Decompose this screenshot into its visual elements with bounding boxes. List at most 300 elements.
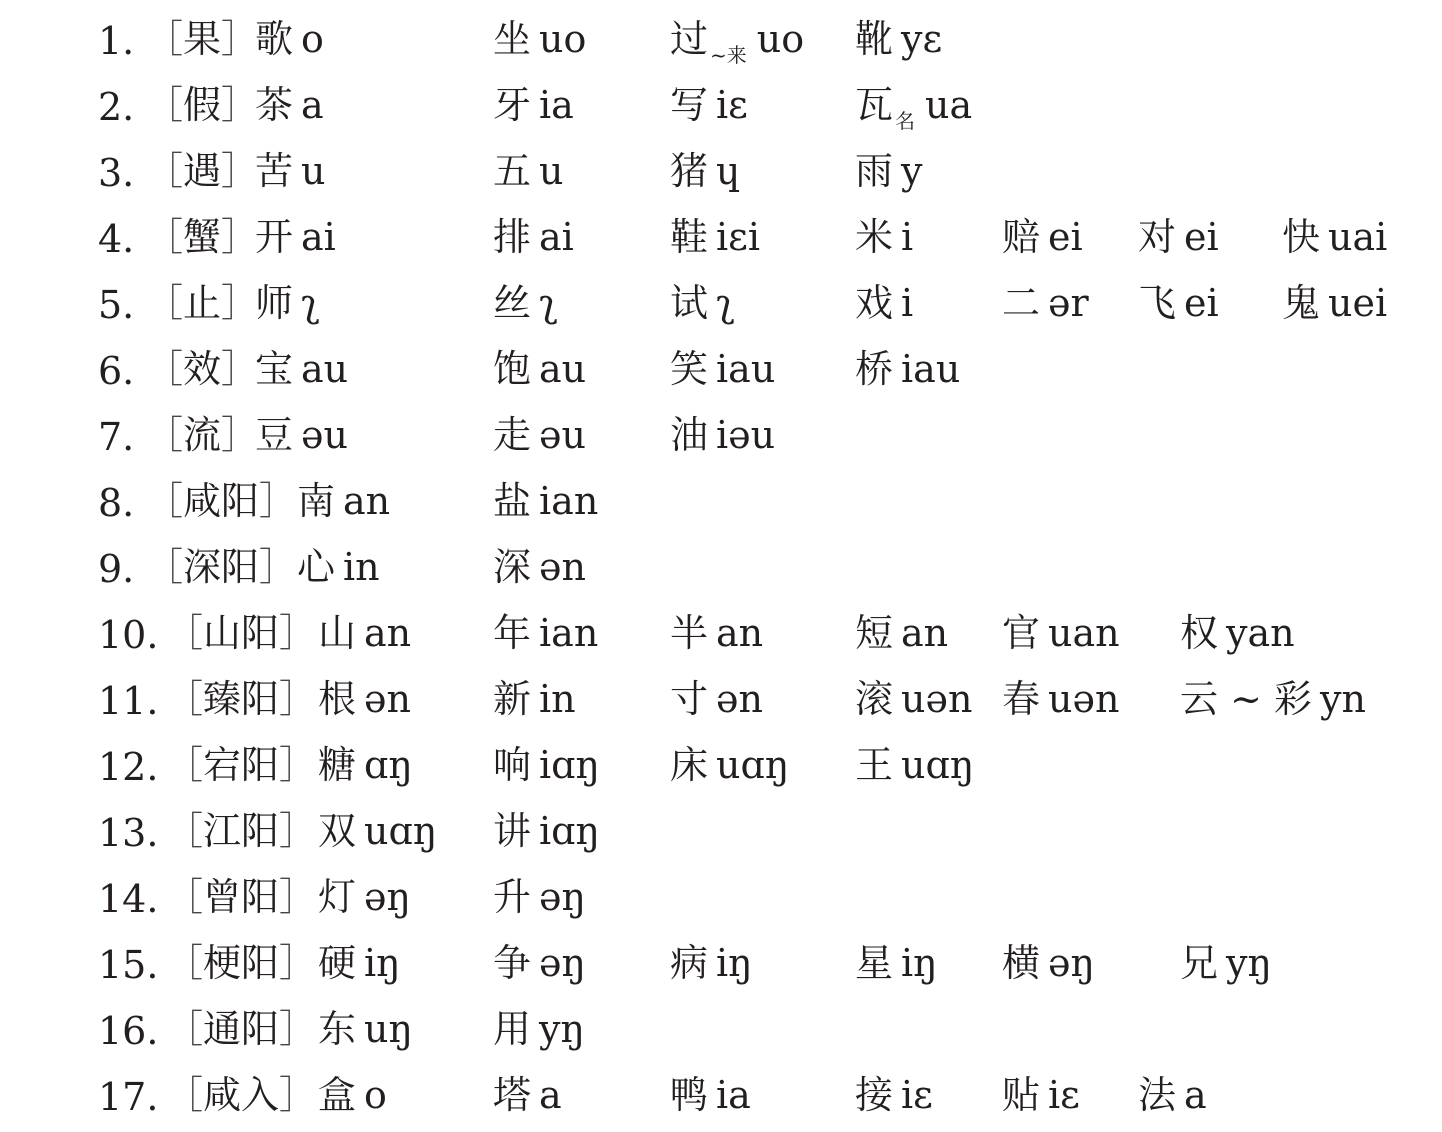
ipa-transcription: ən (716, 677, 763, 721)
example-cell (855, 149, 923, 193)
bracket-close: ］ (279, 809, 318, 853)
list-item (0, 868, 1442, 934)
rhyme-class (165, 743, 318, 787)
example-cell (318, 941, 401, 985)
item-number: 16. (98, 1009, 159, 1053)
example-cell (493, 809, 600, 853)
ipa-transcription: iɛi (716, 215, 761, 259)
example-cell (318, 809, 438, 853)
example-character: 官 (1002, 611, 1041, 655)
ipa-transcription: yn (1320, 677, 1366, 721)
ipa-transcription: əŋ (364, 875, 411, 919)
rhyme-class-name: 效 (183, 347, 222, 391)
list-item (0, 934, 1442, 1000)
example-cell (255, 17, 324, 61)
rhyme-class (145, 281, 260, 325)
bracket-close: ］ (279, 611, 318, 655)
example-character: 短 (855, 611, 894, 655)
ipa-transcription: o (301, 17, 324, 61)
item-number: 6. (98, 349, 135, 393)
example-cell (855, 743, 975, 787)
ipa-transcription: ʅ (301, 281, 320, 325)
rhyme-class (165, 809, 318, 853)
bracket-open: ［ (165, 1073, 204, 1117)
ipa-transcription: a (539, 1073, 562, 1117)
example-cell (855, 17, 943, 61)
bracket-open: ［ (145, 215, 184, 259)
bracket-close: ］ (221, 149, 260, 193)
bracket-open: ［ (145, 545, 184, 589)
ipa-transcription: u (301, 149, 326, 193)
ipa-transcription: u (539, 149, 564, 193)
item-number: 9. (98, 547, 135, 591)
example-cell (1002, 941, 1095, 985)
example-cell (670, 83, 748, 127)
example-cell (855, 215, 914, 259)
example-character: 山 (318, 611, 357, 655)
bracket-close: ］ (221, 347, 260, 391)
ipa-transcription: uan (1048, 611, 1120, 655)
example-cell (855, 281, 914, 325)
example-character: 根 (318, 677, 357, 721)
rhyme-class-name: 流 (183, 413, 222, 457)
item-number: 11. (98, 679, 159, 723)
ipa-transcription: a (1184, 1073, 1207, 1117)
ipa-transcription: ai (539, 215, 574, 259)
example-character: 鞋 (670, 215, 709, 259)
example-cell (493, 347, 587, 391)
example-cell (1180, 941, 1272, 985)
example-character: 争 (493, 941, 532, 985)
example-character: 兄 (1180, 941, 1219, 985)
example-character: 油 (670, 413, 709, 457)
example-cell (855, 677, 973, 721)
list-item (0, 10, 1442, 76)
ipa-transcription: au (301, 347, 349, 391)
item-number: 17. (98, 1075, 159, 1119)
bracket-close: ］ (221, 215, 260, 259)
example-cell (1002, 215, 1083, 259)
rhyme-class (145, 215, 260, 259)
ipa-transcription: iŋ (901, 941, 938, 985)
example-character: 法 (1138, 1073, 1177, 1117)
example-cell (855, 941, 938, 985)
ipa-transcription: iɛ (1048, 1073, 1080, 1117)
example-character: 鸭 (670, 1073, 709, 1117)
bracket-close: ］ (221, 413, 260, 457)
list-item (0, 604, 1442, 670)
ipa-transcription: uo (539, 17, 587, 61)
item-number: 2. (98, 85, 135, 129)
ipa-transcription: ɥ (716, 149, 741, 193)
rhyme-class (145, 347, 260, 391)
example-cell (493, 413, 586, 457)
example-cell (1282, 281, 1388, 325)
rhyme-class-name: 咸入 (203, 1073, 280, 1117)
rhyme-class-name: 咸阳 (183, 479, 260, 523)
rhyme-class-name: 宕阳 (203, 743, 280, 787)
rhyme-class-name: 深阳 (183, 545, 260, 589)
bracket-open: ［ (165, 875, 204, 919)
bracket-close: ］ (279, 677, 318, 721)
bracket-close: ］ (259, 479, 298, 523)
ipa-transcription: əu (301, 413, 348, 457)
example-cell (493, 215, 574, 259)
example-character: 春 (1002, 677, 1041, 721)
rhyme-class-name: 蟹 (183, 215, 222, 259)
bracket-close: ］ (279, 1073, 318, 1117)
rhyme-class (165, 611, 318, 655)
example-cell (670, 743, 790, 787)
example-character: 写 (670, 83, 709, 127)
example-character: 硬 (318, 941, 357, 985)
bracket-close: ］ (221, 83, 260, 127)
example-character: 云 ~ 彩 (1180, 677, 1312, 721)
example-character: 塔 (493, 1073, 532, 1117)
bracket-close: ］ (221, 281, 260, 325)
example-cell (318, 875, 411, 919)
bracket-close: ］ (259, 545, 298, 589)
ipa-transcription: əŋ (539, 941, 586, 985)
example-character: 走 (493, 413, 532, 457)
example-character: 床 (670, 743, 709, 787)
item-number: 3. (98, 151, 135, 195)
ipa-transcription: iŋ (716, 941, 753, 985)
ipa-transcription: ai (301, 215, 336, 259)
list-item (0, 274, 1442, 340)
ipa-transcription: iɛ (716, 83, 748, 127)
rhyme-class-name: 止 (183, 281, 222, 325)
example-character: 对 (1138, 215, 1177, 259)
ipa-transcription: y (901, 149, 923, 193)
ipa-transcription: uən (901, 677, 973, 721)
example-cell (493, 743, 600, 787)
example-cell (670, 413, 776, 457)
rhyme-class-name: 臻阳 (203, 677, 280, 721)
rhyme-class (145, 149, 260, 193)
example-cell (493, 1073, 562, 1117)
bracket-open: ［ (165, 677, 204, 721)
ipa-transcription: iŋ (364, 941, 401, 985)
ipa-transcription: an (364, 611, 412, 655)
rhyme-class-name: 山阳 (203, 611, 280, 655)
example-cell (1002, 611, 1120, 655)
list-item (0, 538, 1442, 604)
example-character: 盒 (318, 1073, 357, 1117)
example-annotation: ~来 (710, 43, 747, 67)
ipa-transcription: iəu (716, 413, 776, 457)
bracket-close: ］ (279, 875, 318, 919)
example-character: 贴 (1002, 1073, 1041, 1117)
example-cell (255, 83, 324, 127)
example-cell (493, 875, 586, 919)
example-character: 滚 (855, 677, 894, 721)
example-character: 丝 (493, 281, 532, 325)
ipa-transcription: in (539, 677, 576, 721)
rhyme-class (145, 413, 260, 457)
example-cell (670, 677, 763, 721)
example-cell (493, 1007, 585, 1051)
ipa-transcription: uai (1328, 215, 1388, 259)
ipa-transcription: yan (1226, 611, 1295, 655)
rhyme-class (165, 1073, 318, 1117)
item-number: 8. (98, 481, 135, 525)
item-number: 12. (98, 745, 159, 789)
ipa-transcription: ən (539, 545, 586, 589)
example-character: 南 (297, 479, 336, 523)
example-cell (1138, 1073, 1207, 1117)
example-cell (493, 941, 586, 985)
ipa-transcription: au (539, 347, 587, 391)
example-character: 寸 (670, 677, 709, 721)
ipa-transcription: yŋ (539, 1007, 585, 1051)
ipa-transcription: ʅ (716, 281, 735, 325)
example-character: 用 (493, 1007, 532, 1051)
example-cell (493, 545, 586, 589)
rhyme-class (165, 941, 318, 985)
example-character: 苦 (255, 149, 294, 193)
ipa-transcription: uɑŋ (364, 809, 438, 853)
ipa-transcription: ian (539, 611, 599, 655)
ipa-transcription: an (343, 479, 391, 523)
example-character: 试 (670, 281, 709, 325)
list-item (0, 802, 1442, 868)
bracket-open: ［ (145, 281, 184, 325)
bracket-close: ］ (279, 1007, 318, 1051)
ipa-transcription: əŋ (1048, 941, 1095, 985)
example-cell (493, 17, 587, 61)
example-character: 瓦 (855, 83, 894, 127)
rhyme-class-name: 假 (183, 83, 222, 127)
example-cell (297, 545, 380, 589)
ipa-transcription: ia (716, 1073, 751, 1117)
example-cell (855, 83, 973, 133)
example-character: 笑 (670, 347, 709, 391)
ipa-transcription: yŋ (1226, 941, 1272, 985)
example-character: 糖 (318, 743, 357, 787)
example-character: 猪 (670, 149, 709, 193)
example-cell (255, 281, 320, 325)
ipa-transcription: i (901, 215, 914, 259)
example-character: 戏 (855, 281, 894, 325)
ipa-transcription: uɑŋ (716, 743, 790, 787)
example-cell (1002, 677, 1120, 721)
list-item (0, 1066, 1442, 1132)
ipa-transcription: iɑŋ (539, 809, 600, 853)
example-character: 接 (855, 1073, 894, 1117)
example-cell (1282, 215, 1388, 259)
item-number: 10. (98, 613, 159, 657)
example-cell (855, 611, 949, 655)
example-cell (670, 149, 741, 193)
example-character: 宝 (255, 347, 294, 391)
item-number: 7. (98, 415, 135, 459)
example-cell (255, 215, 336, 259)
example-cell (670, 281, 735, 325)
example-cell (318, 611, 412, 655)
ipa-transcription: ian (539, 479, 599, 523)
bracket-open: ［ (165, 1007, 204, 1051)
list-item (0, 670, 1442, 736)
example-character: 茶 (255, 83, 294, 127)
ipa-transcription: əu (539, 413, 586, 457)
list-item (0, 472, 1442, 538)
item-number: 1. (98, 19, 135, 63)
example-cell (297, 479, 391, 523)
example-character: 飞 (1138, 281, 1177, 325)
item-number: 5. (98, 283, 135, 327)
bracket-open: ［ (145, 17, 184, 61)
example-cell (1138, 215, 1219, 259)
example-character: 二 (1002, 281, 1041, 325)
ipa-transcription: ei (1184, 281, 1219, 325)
ipa-transcription: uŋ (364, 1007, 413, 1051)
ipa-transcription: ɑŋ (364, 743, 413, 787)
example-cell (255, 149, 326, 193)
example-cell (493, 479, 599, 523)
bracket-close: ］ (279, 941, 318, 985)
example-character: 米 (855, 215, 894, 259)
example-character: 半 (670, 611, 709, 655)
ipa-transcription: i (901, 281, 914, 325)
bracket-close: ］ (279, 743, 318, 787)
example-character: 师 (255, 281, 294, 325)
rhyme-class (165, 1007, 318, 1051)
bracket-open: ［ (165, 941, 204, 985)
bracket-open: ［ (145, 413, 184, 457)
example-cell (1138, 281, 1219, 325)
example-cell (1002, 281, 1089, 325)
example-cell (255, 347, 349, 391)
example-character: 盐 (493, 479, 532, 523)
example-character: 灯 (318, 875, 357, 919)
item-number: 15. (98, 943, 159, 987)
ipa-transcription: əŋ (539, 875, 586, 919)
example-character: 五 (493, 149, 532, 193)
example-character: 响 (493, 743, 532, 787)
example-character: 深 (493, 545, 532, 589)
example-cell (493, 281, 558, 325)
list-item (0, 142, 1442, 208)
ipa-transcription: ʅ (539, 281, 558, 325)
ipa-transcription: uən (1048, 677, 1120, 721)
example-cell (318, 1073, 387, 1117)
rhyme-class (165, 677, 318, 721)
example-cell (493, 83, 574, 127)
example-cell (670, 941, 753, 985)
ipa-transcription: uei (1328, 281, 1388, 325)
example-character: 桥 (855, 347, 894, 391)
example-character: 横 (1002, 941, 1041, 985)
example-annotation: 名 (895, 109, 916, 133)
item-number: 13. (98, 811, 159, 855)
list-item (0, 208, 1442, 274)
example-cell (318, 677, 411, 721)
example-character: 豆 (255, 413, 294, 457)
rhyme-class (145, 545, 298, 589)
bracket-open: ［ (145, 347, 184, 391)
ipa-transcription: o (364, 1073, 387, 1117)
ipa-transcription: ən (364, 677, 411, 721)
list-item (0, 406, 1442, 472)
example-character: 牙 (493, 83, 532, 127)
example-character: 饱 (493, 347, 532, 391)
list-item (0, 340, 1442, 406)
example-cell (318, 743, 413, 787)
example-character: 排 (493, 215, 532, 259)
rhyme-class (145, 479, 298, 523)
ipa-transcription: ei (1048, 215, 1083, 259)
example-cell (1180, 677, 1366, 721)
rhyme-class-name: 江阳 (203, 809, 280, 853)
list-item (0, 1000, 1442, 1066)
list-item (0, 736, 1442, 802)
example-character: 歌 (255, 17, 294, 61)
ipa-transcription: ia (539, 83, 574, 127)
bracket-open: ［ (145, 479, 184, 523)
example-character: 病 (670, 941, 709, 985)
ipa-transcription: a (301, 83, 324, 127)
rhyme-class-name: 通阳 (203, 1007, 280, 1051)
ipa-transcription: ei (1184, 215, 1219, 259)
ipa-transcription: an (716, 611, 764, 655)
example-character: 东 (318, 1007, 357, 1051)
example-cell (670, 1073, 751, 1117)
ipa-transcription: ua (925, 83, 973, 127)
ipa-transcription: iau (716, 347, 776, 391)
example-cell (1002, 1073, 1080, 1117)
ipa-transcription: an (901, 611, 949, 655)
rhyme-class (165, 875, 318, 919)
example-character: 权 (1180, 611, 1219, 655)
rhyme-class-name: 梗阳 (203, 941, 280, 985)
example-character: 双 (318, 809, 357, 853)
example-cell (670, 17, 805, 67)
example-character: 心 (297, 545, 336, 589)
example-character: 升 (493, 875, 532, 919)
ipa-transcription: uɑŋ (901, 743, 975, 787)
example-character: 开 (255, 215, 294, 259)
example-cell (255, 413, 348, 457)
example-cell (493, 149, 564, 193)
bracket-close: ］ (221, 17, 260, 61)
example-cell (670, 215, 761, 259)
bracket-open: ［ (145, 149, 184, 193)
item-number: 4. (98, 217, 135, 261)
bracket-open: ［ (145, 83, 184, 127)
example-cell (493, 611, 599, 655)
example-character: 靴 (855, 17, 894, 61)
example-character: 新 (493, 677, 532, 721)
ipa-transcription: ər (1048, 281, 1089, 325)
example-character: 鬼 (1282, 281, 1321, 325)
example-character: 讲 (493, 809, 532, 853)
rhyme-class-name: 曾阳 (203, 875, 280, 919)
bracket-open: ［ (165, 611, 204, 655)
item-number: 14. (98, 877, 159, 921)
example-character: 王 (855, 743, 894, 787)
bracket-open: ［ (165, 743, 204, 787)
rhyme-class (145, 17, 260, 61)
example-cell (318, 1007, 413, 1051)
example-character: 雨 (855, 149, 894, 193)
ipa-transcription: in (343, 545, 380, 589)
example-character: 赔 (1002, 215, 1041, 259)
example-character: 星 (855, 941, 894, 985)
example-character: 坐 (493, 17, 532, 61)
example-cell (1180, 611, 1295, 655)
example-character: 快 (1282, 215, 1321, 259)
